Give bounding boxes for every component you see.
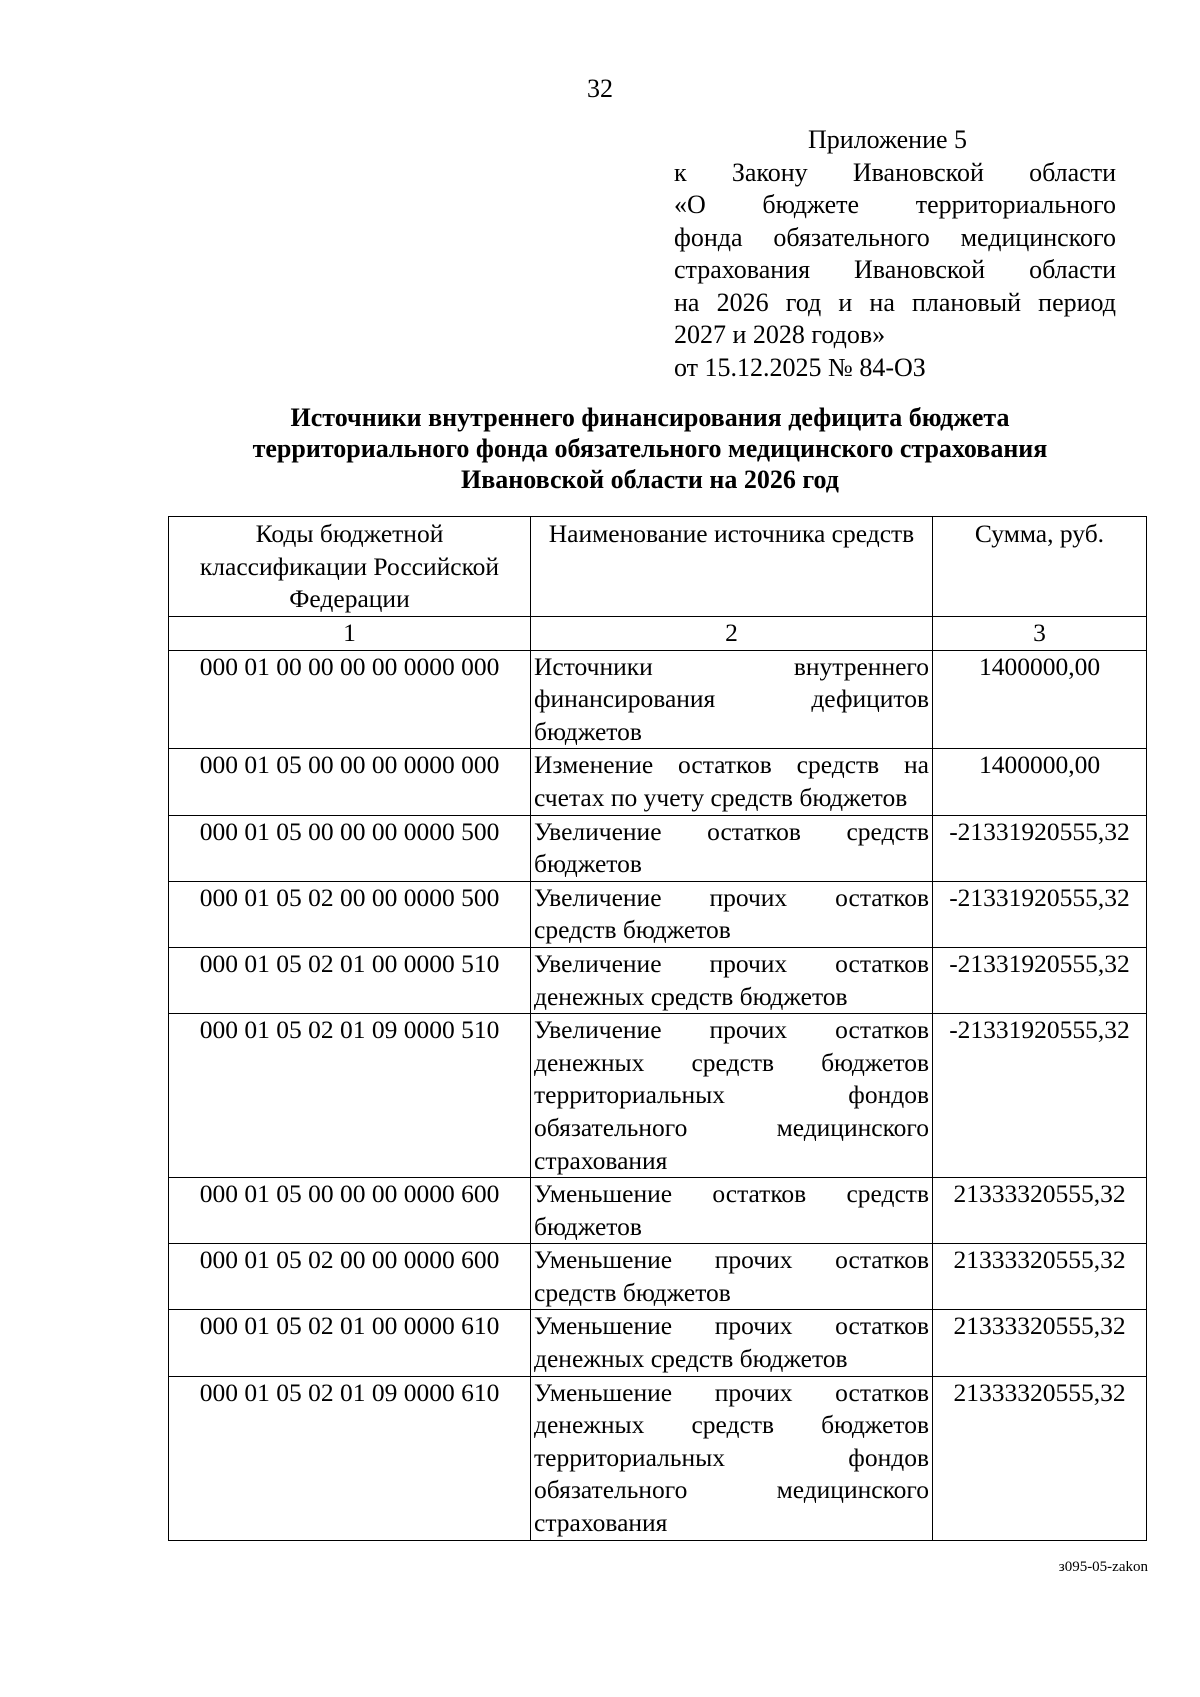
row-name: Увеличение прочих остатков средств бюджетов — [531, 881, 933, 947]
row-code: 000 01 00 00 00 00 0000 000 — [169, 650, 531, 749]
document-code: з095-05-zakon — [1058, 1559, 1148, 1575]
appendix-line: на 2026 год и на плановый период — [674, 287, 1116, 317]
row-code: 000 01 05 00 00 00 0000 500 — [169, 815, 531, 881]
table-row — [169, 881, 1147, 947]
table-row — [169, 1310, 1147, 1376]
table-row — [169, 749, 1147, 815]
row-name: Увеличение остатков средств бюджетов — [531, 815, 933, 881]
row-code: 000 01 05 02 01 09 0000 610 — [169, 1376, 531, 1540]
row-code: 000 01 05 02 01 00 0000 510 — [169, 947, 531, 1013]
appendix-line: «О бюджете территориального — [674, 190, 1116, 219]
appendix-label: Приложение 5 — [808, 125, 968, 154]
row-name: Уменьшение остатков средств бюджетов — [531, 1178, 933, 1244]
row-amount: 21333320555,32 — [933, 1376, 1147, 1540]
row-name: Уменьшение прочих остатков денежных средств бюджетов территориальных фондов обязательного медицинского страхования — [531, 1376, 933, 1540]
title-line: Источники внутреннего финансирования дефицита бюджета — [290, 403, 1010, 432]
row-code: 000 01 05 02 01 00 0000 610 — [169, 1310, 531, 1376]
row-amount: 1400000,00 — [933, 749, 1147, 815]
appendix-line: к Закону Ивановской области — [674, 157, 1116, 187]
row-amount: 21333320555,32 — [933, 1178, 1147, 1244]
row-amount: -21331920555,32 — [933, 815, 1147, 881]
row-amount: -21331920555,32 — [933, 947, 1147, 1013]
column-number-row — [169, 617, 1147, 651]
table-row — [169, 947, 1147, 1013]
title-line: Ивановской области на 2026 год — [461, 465, 839, 494]
column-number: 3 — [933, 617, 1147, 651]
row-amount: 21333320555,32 — [933, 1310, 1147, 1376]
appendix-line: фонда обязательного медицинского — [674, 222, 1116, 252]
column-number: 2 — [531, 617, 933, 651]
document-title — [150, 402, 1150, 495]
header-code: Коды бюджетной классификации Российской Федерации — [169, 517, 531, 617]
row-amount: 21333320555,32 — [933, 1244, 1147, 1310]
header-amount: Сумма, руб. — [933, 517, 1147, 617]
row-name: Увеличение прочих остатков денежных средств бюджетов территориальных фондов обязательного медицинского страхования — [531, 1014, 933, 1178]
appendix-date-line: от 15.12.2025 № 84-ОЗ — [674, 352, 926, 382]
row-amount: 1400000,00 — [933, 650, 1147, 749]
row-code: 000 01 05 02 00 00 0000 500 — [169, 881, 531, 947]
appendix-line: страхования Ивановской области — [674, 255, 1116, 284]
page-number: 32 — [587, 74, 613, 103]
table-row — [169, 1014, 1147, 1178]
table-row — [169, 1178, 1147, 1244]
row-name: Изменение остатков средств на счетах по учету средств бюджетов — [531, 749, 933, 815]
row-code: 000 01 05 02 01 09 0000 510 — [169, 1014, 531, 1178]
table-row — [169, 815, 1147, 881]
row-amount: -21331920555,32 — [933, 881, 1147, 947]
header-name: Наименование источника средств — [531, 517, 933, 617]
row-code: 000 01 05 02 00 00 0000 600 — [169, 1244, 531, 1310]
table-header-row — [169, 517, 1147, 617]
table-row — [169, 1244, 1147, 1310]
row-name: Уменьшение прочих остатков средств бюджетов — [531, 1244, 933, 1310]
table-row — [169, 1376, 1147, 1540]
title-line: территориального фонда обязательного медицинского страхования — [252, 434, 1048, 463]
row-code: 000 01 05 00 00 00 0000 600 — [169, 1178, 531, 1244]
column-number: 1 — [169, 617, 531, 651]
row-name: Источники внутреннего финансирования дефицитов бюджетов — [531, 650, 933, 749]
row-amount: -21331920555,32 — [933, 1014, 1147, 1178]
row-name: Увеличение прочих остатков денежных средств бюджетов — [531, 947, 933, 1013]
table-row — [169, 650, 1147, 749]
sources-table — [168, 516, 1147, 1541]
row-code: 000 01 05 00 00 00 0000 000 — [169, 749, 531, 815]
row-name: Уменьшение прочих остатков денежных средств бюджетов — [531, 1310, 933, 1376]
appendix-block — [674, 124, 1116, 384]
appendix-last-line: 2027 и 2028 годов» — [674, 320, 886, 349]
